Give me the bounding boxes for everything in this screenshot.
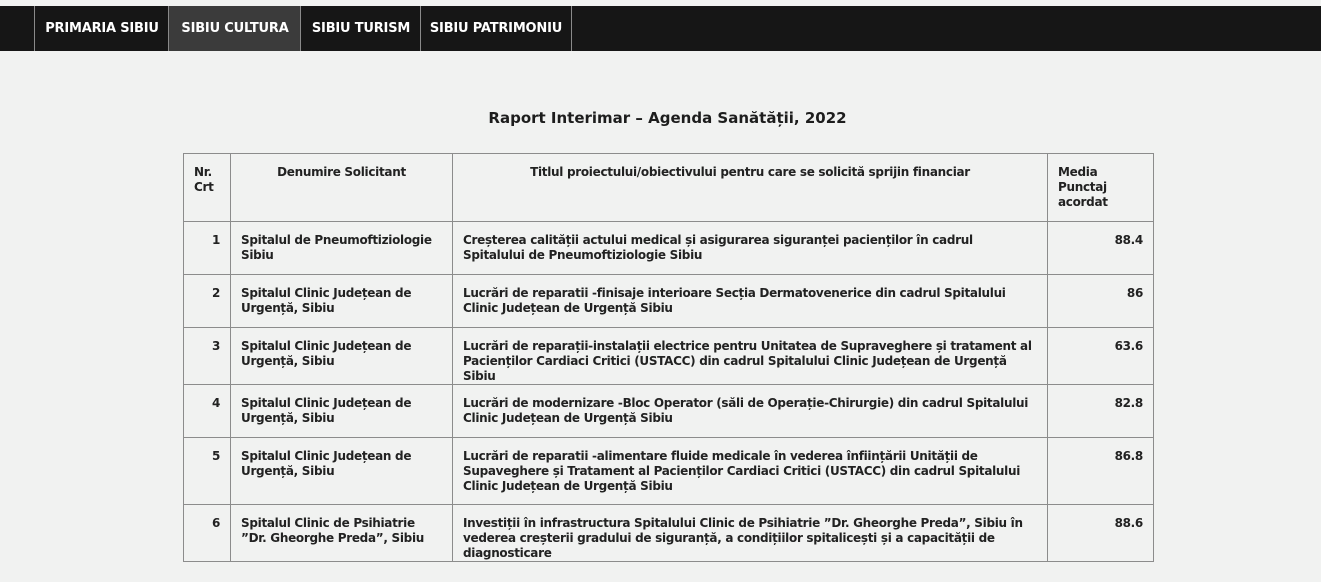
project-title: Creșterea calității actului medical și asigurarea siguranței pacienților în cadrul Spitalului de Pneumoftiziologie Sibiu (453, 222, 1048, 275)
nav-item-sibiu-patrimoniu[interactable]: SIBIU PATRIMONIU (420, 6, 572, 51)
project-title: Lucrări de reparatii -finisaje interioare Secția Dermatovenerice din cadrul Spitalului Clinic Județean de Urgență Sibiu (453, 275, 1048, 328)
row-number: 5 (184, 438, 231, 505)
project-title: Lucrări de modernizare -Bloc Operator (săli de Operație-Chirurgie) din cadrul Spitalului Clinic Județean de Urgență Sibiu (453, 385, 1048, 438)
applicant-name: Spitalul Clinic Județean de Urgență, Sibiu (231, 328, 453, 385)
report-title: Raport Interimar – Agenda Sanătății, 2022 (488, 109, 847, 127)
score-value: 88.6 (1048, 505, 1154, 562)
project-title: Investiții în infrastructura Spitalului Clinic de Psihiatrie ”Dr. Gheorghe Preda”, Sibiu în vederea creșterii gradului de siguranță, a condițiilor spitalicești și a capacității de diagnosticare (453, 505, 1048, 562)
nav-item-sibiu-cultura[interactable]: SIBIU CULTURA (168, 6, 301, 51)
score-value: 86.8 (1048, 438, 1154, 505)
row-number: 1 (184, 222, 231, 275)
nav-item-primaria-sibiu[interactable]: PRIMARIA SIBIU (34, 6, 169, 51)
row-number: 4 (184, 385, 231, 438)
header-score: Media Punctaj acordat (1048, 154, 1154, 222)
top-navigation-bar (0, 6, 1321, 51)
table-row (184, 505, 1154, 562)
applicant-name: Spitalul Clinic Județean de Urgență, Sibiu (231, 275, 453, 328)
score-value: 82.8 (1048, 385, 1154, 438)
row-number: 2 (184, 275, 231, 328)
row-number: 3 (184, 328, 231, 385)
table-row (184, 438, 1154, 505)
table-header-row (184, 154, 1154, 222)
header-applicant: Denumire Solicitant (231, 154, 453, 222)
table-row (184, 328, 1154, 385)
nav-item-sibiu-turism[interactable]: SIBIU TURISM (300, 6, 421, 51)
row-number: 6 (184, 505, 231, 562)
score-value: 88.4 (1048, 222, 1154, 275)
header-nr-crt: Nr. Crt (184, 154, 231, 222)
project-title: Lucrări de reparații-instalații electrice pentru Unitatea de Supraveghere și tratament al Pacienților Cardiaci Critici (USTACC) din cadrul Spitalului Clinic Județean de Urgență Sibiu (453, 328, 1048, 385)
applicant-name: Spitalul de Pneumoftiziologie Sibiu (231, 222, 453, 275)
applicant-name: Spitalul Clinic Județean de Urgență, Sibiu (231, 438, 453, 505)
header-project-title: Titlul proiectului/obiectivului pentru care se solicită sprijin financiar (453, 154, 1048, 222)
table-row (184, 385, 1154, 438)
applicant-name: Spitalul Clinic de Psihiatrie ”Dr. Gheorghe Preda”, Sibiu (231, 505, 453, 562)
project-title: Lucrări de reparatii -alimentare fluide medicale în vederea înființării Unității de Supaveghere și Tratament al Pacienților Cardiaci Critici (USTACC) din cadrul Spitalului Clinic Județean de Urgență Sibiu (453, 438, 1048, 505)
score-value: 63.6 (1048, 328, 1154, 385)
table-row (184, 222, 1154, 275)
score-value: 86 (1048, 275, 1154, 328)
table-row (184, 275, 1154, 328)
report-table (183, 153, 1154, 562)
applicant-name: Spitalul Clinic Județean de Urgență, Sibiu (231, 385, 453, 438)
